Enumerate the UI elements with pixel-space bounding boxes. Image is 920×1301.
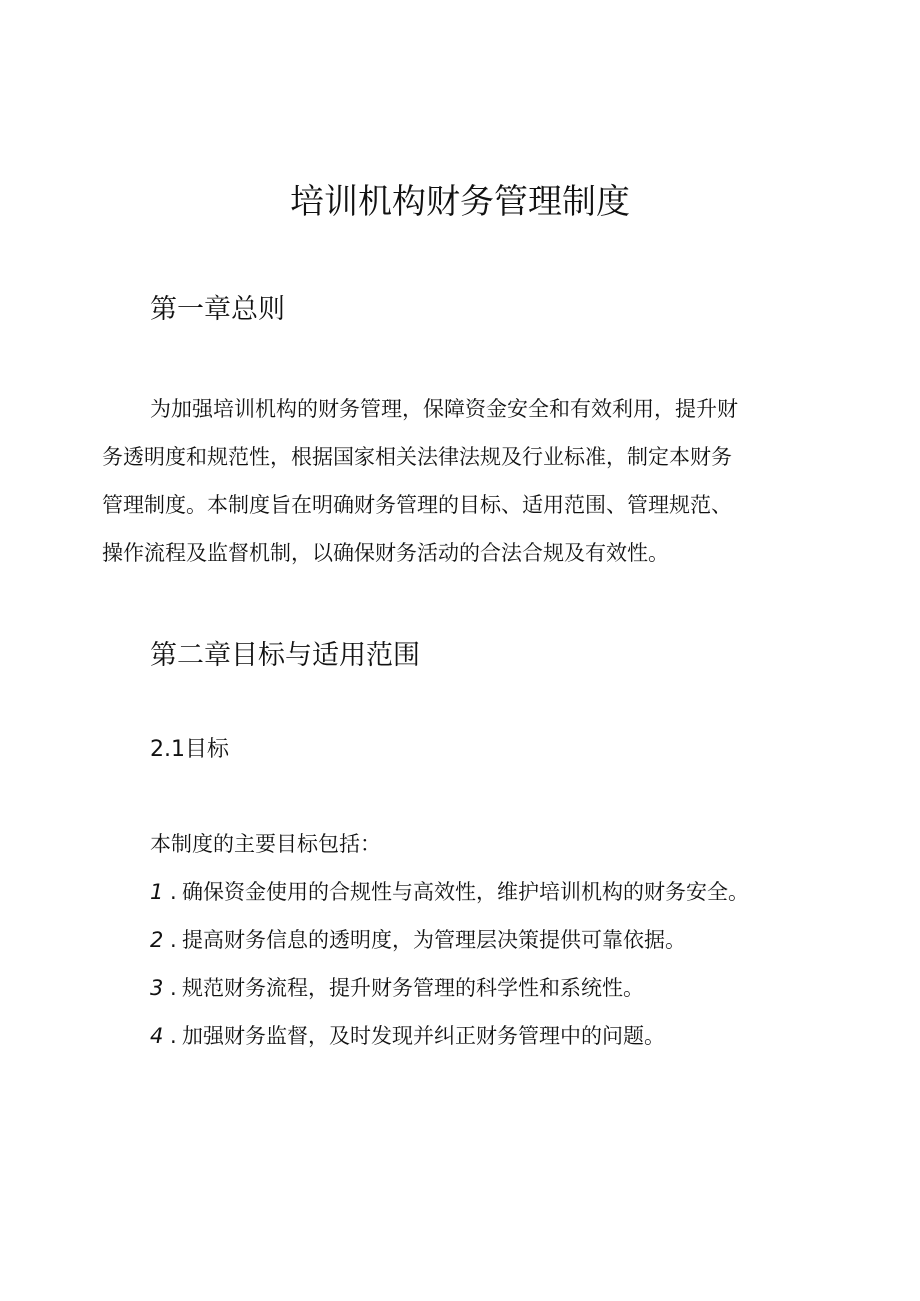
goal-dot: .	[170, 1024, 177, 1048]
goal-number: 2	[150, 928, 164, 952]
goal-dot: .	[170, 976, 177, 1000]
paragraph-line: 务透明度和规范性，根据国家相关法律法规及行业标准，制定本财务	[102, 445, 732, 469]
goal-item	[150, 970, 749, 1018]
chapter-1-paragraph	[102, 385, 812, 577]
goal-dot: .	[170, 880, 177, 904]
goals-intro: 本制度的主要目标包括：	[150, 832, 381, 856]
goal-number: 3	[150, 976, 164, 1000]
goal-dot: .	[170, 928, 177, 952]
paragraph-line: 管理制度。本制度旨在明确财务管理的目标、适用范围、管理规范、	[102, 493, 732, 517]
paragraph-line: 为加强培训机构的财务管理，保障资金安全和有效利用，提升财	[150, 397, 738, 421]
document-title: 培训机构财务管理制度	[290, 182, 630, 222]
goal-item	[150, 874, 749, 922]
goal-item	[150, 922, 749, 970]
chapter-2-heading: 第二章目标与适用范围	[150, 640, 420, 671]
goal-text: 加强财务监督，及时发现并纠正财务管理中的问题。	[182, 1024, 665, 1048]
goal-number: 4	[150, 1024, 164, 1048]
goal-item	[150, 1018, 749, 1066]
goal-text: 提高财务信息的透明度，为管理层决策提供可靠依据。	[182, 928, 686, 952]
section-2-1-heading: 2.1目标	[150, 737, 229, 762]
goal-text: 确保资金使用的合规性与高效性，维护培训机构的财务安全。	[182, 880, 749, 904]
chapter-1-heading: 第一章总则	[150, 294, 285, 325]
goal-number: 1	[150, 880, 164, 904]
paragraph-line: 操作流程及监督机制，以确保财务活动的合法合规及有效性。	[102, 541, 669, 565]
goal-text: 规范财务流程，提升财务管理的科学性和系统性。	[182, 976, 644, 1000]
goals-list	[150, 874, 749, 1066]
